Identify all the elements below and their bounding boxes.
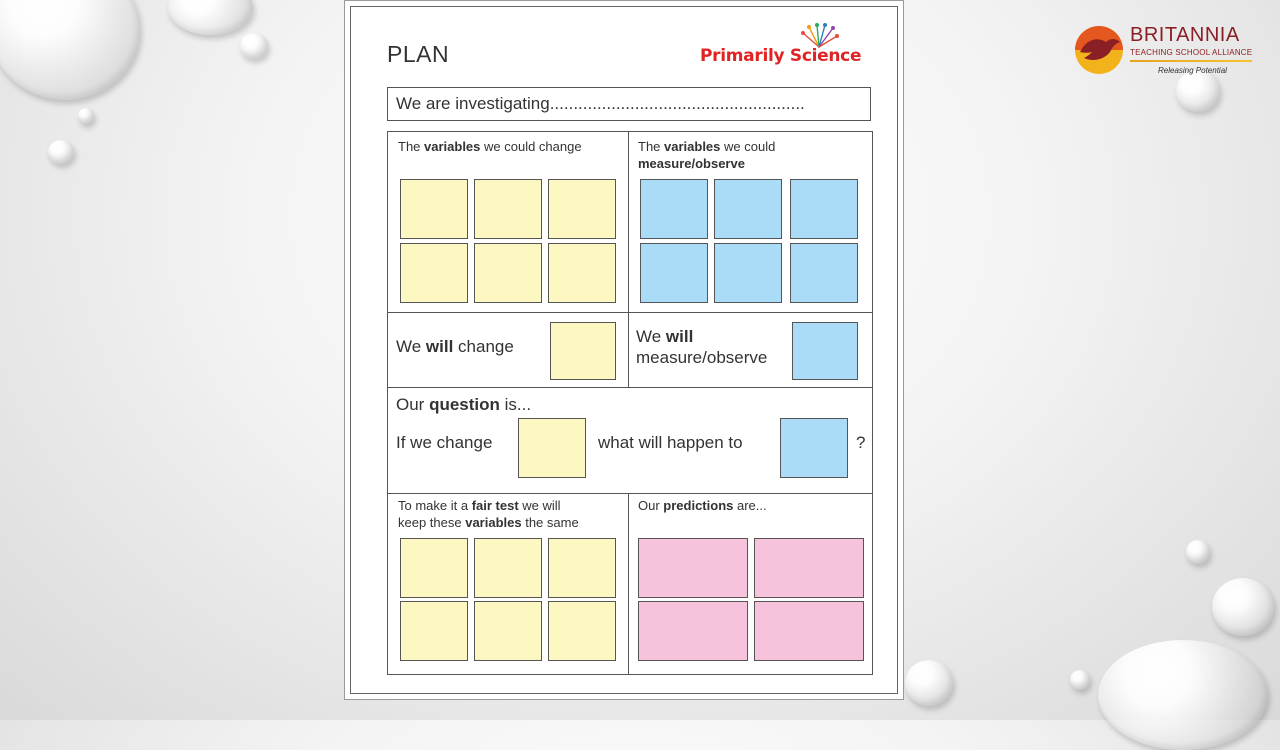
variable-box — [474, 243, 542, 303]
britannia-logo — [1072, 20, 1257, 82]
variable-box — [474, 179, 542, 239]
logo-tagline: Releasing Potential — [1158, 66, 1227, 75]
measure-box — [790, 179, 858, 239]
fair-test-box — [474, 601, 542, 661]
water-drop — [78, 108, 94, 124]
water-drop — [0, 0, 140, 100]
grid-divider — [388, 312, 872, 313]
brand-logo-text: Primarily Science — [700, 46, 862, 66]
variable-box — [400, 243, 468, 303]
fair-test-label: To make it a fair test we will keep these variables the same — [398, 498, 579, 530]
water-drop — [1212, 578, 1274, 636]
fair-test-box — [474, 538, 542, 598]
grid-divider — [628, 493, 629, 674]
water-drop — [168, 0, 253, 35]
measure-box — [790, 243, 858, 303]
water-drop — [240, 33, 268, 59]
plan-worksheet — [344, 0, 904, 700]
dove-emblem-icon — [1072, 22, 1128, 78]
predictions-label: Our predictions are... — [638, 498, 767, 513]
variable-box — [400, 179, 468, 239]
question-change-box — [518, 418, 586, 478]
will-change-label: We will change — [396, 337, 514, 356]
will-change-box — [550, 322, 616, 380]
will-measure-box — [792, 322, 858, 380]
logo-subtitle: TEACHING SCHOOL ALLIANCE — [1130, 48, 1253, 57]
measure-box — [714, 179, 782, 239]
prediction-box — [754, 601, 864, 661]
investigating-field: We are investigating...................................................... — [387, 87, 871, 121]
question-label: Our question is... — [396, 395, 532, 414]
water-drop — [905, 660, 953, 706]
variables-change-label: The variables we could change — [398, 139, 582, 154]
will-measure-label: We will measure/observe — [636, 327, 768, 367]
water-drop — [1070, 670, 1090, 690]
prediction-box — [754, 538, 864, 598]
fair-test-box — [400, 538, 468, 598]
water-drop — [1098, 640, 1268, 750]
logo-name: BRITANNIA — [1130, 24, 1240, 46]
fair-test-box — [548, 601, 616, 661]
variable-box — [548, 179, 616, 239]
measure-box — [714, 243, 782, 303]
variables-measure-label: The variables we could measure/observe — [638, 139, 776, 171]
water-drop — [48, 140, 74, 164]
grid-divider — [388, 493, 872, 494]
water-drop — [1186, 540, 1210, 564]
logo-underline — [1130, 60, 1252, 62]
prediction-box — [638, 601, 748, 661]
measure-box — [640, 243, 708, 303]
prediction-box — [638, 538, 748, 598]
if-we-change-label: If we change — [396, 433, 493, 452]
plan-grid — [387, 131, 873, 675]
grid-divider — [628, 132, 629, 387]
what-will-happen-label: what will happen to — [598, 433, 743, 452]
fair-test-box — [400, 601, 468, 661]
question-measure-box — [780, 418, 848, 478]
measure-box — [640, 179, 708, 239]
grid-divider — [388, 387, 872, 388]
page-title: PLAN — [387, 41, 450, 67]
fair-test-box — [548, 538, 616, 598]
question-mark: ? — [856, 433, 866, 452]
variable-box — [548, 243, 616, 303]
